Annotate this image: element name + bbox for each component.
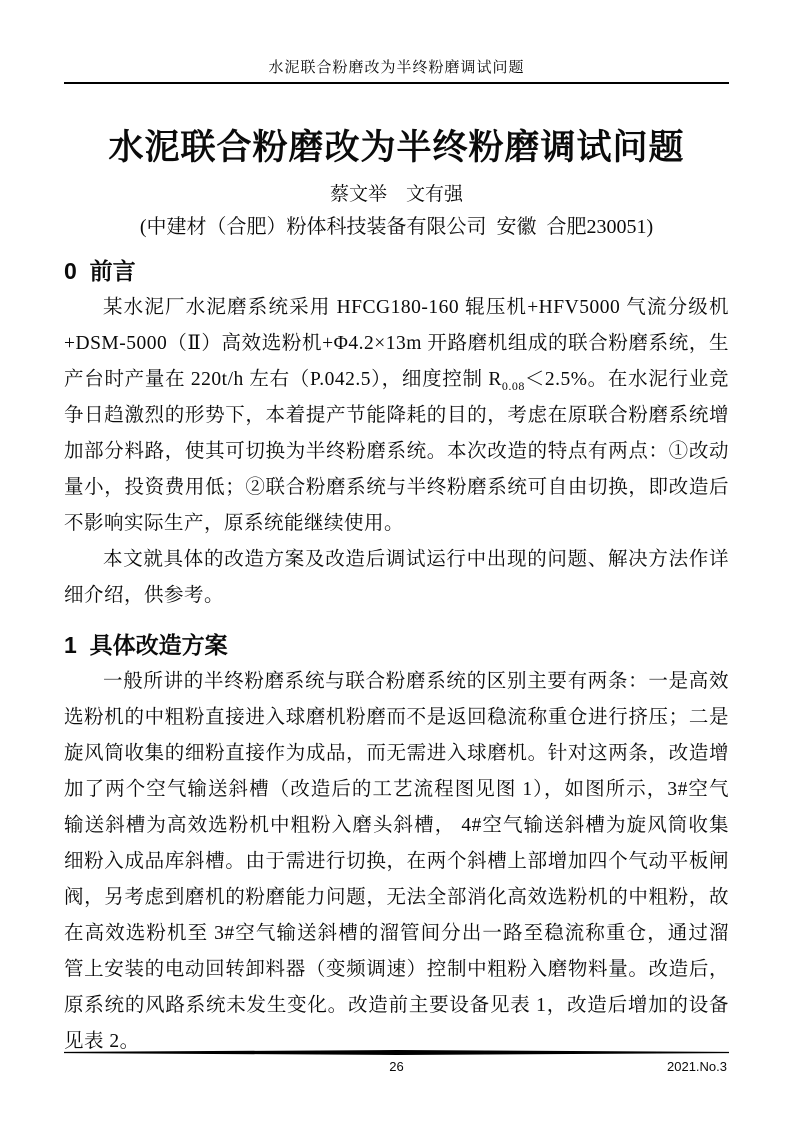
running-header — [64, 0, 729, 84]
header-rule — [64, 82, 729, 84]
paragraph: 一般所讲的半终粉磨系统与联合粉磨系统的区别主要有两条：一是高效选粉机的中粗粉直接进入球磨机粉磨而不是返回稳流称重仓进行挤压；二是旋风筒收集的细粉直接作为成品，而无需进入球磨机。针对这两条，改造增加了两个空气输送斜槽（改造后的工艺流程图见图 1），如图所示，3#空气输送斜槽为高效选粉机中粗粉入磨头斜槽， 4#空气输送斜槽为旋风筒收集细粉入成品库斜槽。由于需进行切换，在两个斜槽上部增加四个气动平板闸阀，另考虑到磨机的粉磨能力问题，无法全部消化高效选粉机的中粗粉，故在高效选粉机至 3#空气输送斜槽的溜管间分出一路至稳流称重仓，通过溜管上安装的电动回转卸料器（变频调速）控制中粗粉入磨物料量。改造后，原系统的风路系统未发生变化。改造前主要设备见表 1，改造后增加的设备见表 2。 — [64, 671, 729, 1052]
subscript: 0.08 — [501, 378, 525, 393]
page-number: 26 — [389, 1059, 404, 1074]
page-footer — [64, 1050, 729, 1075]
section-heading: 1 具体改造方案 — [64, 632, 228, 658]
article-title: 水泥联合粉磨改为半终粉磨调试问题 — [108, 128, 685, 167]
footer-row — [64, 1058, 729, 1075]
section-heading: 0 前言 — [64, 258, 136, 284]
paragraph: 某水泥厂水泥磨系统采用 HFCG180-160 辊压机+HFV5000 气流分级机+DSM-5000（Ⅱ）高效选粉机+Φ4.2×13m 开路磨机组成的联合粉磨系统，生产台时产量在 220t/h 左右（P.042.5），细度控制 $R_{0.08}<2.5\%$。在水泥行业竞争日趋激烈的形势下，本着提产节能降耗的目的，考虑在原联合粉磨系统增加部分料路，使其可切换为半终粉磨系统。本次改造的特点有两点：①改动量小，投资费用低；②联合粉磨系统与半终粉磨系统可自由切换，即改造后不影响实际生产，原系统能继续使用。 — [64, 297, 730, 534]
paragraph: 本文就具体的改造方案及改造后调试运行中出现的问题、解决方法作详细介绍，供参考。 — [64, 549, 729, 606]
running-header-title: 水泥联合粉磨改为半终粉磨调试问题 — [268, 60, 525, 76]
article-authors: 蔡文举 文有强 — [329, 184, 463, 205]
article-affiliation: (中建材（合肥）粉体科技装备有限公司 安徽 合肥230051) — [139, 216, 654, 238]
article-body — [64, 256, 729, 1060]
footer-rule — [64, 1050, 729, 1055]
issue-label: 2021.No.3 — [667, 1059, 727, 1074]
